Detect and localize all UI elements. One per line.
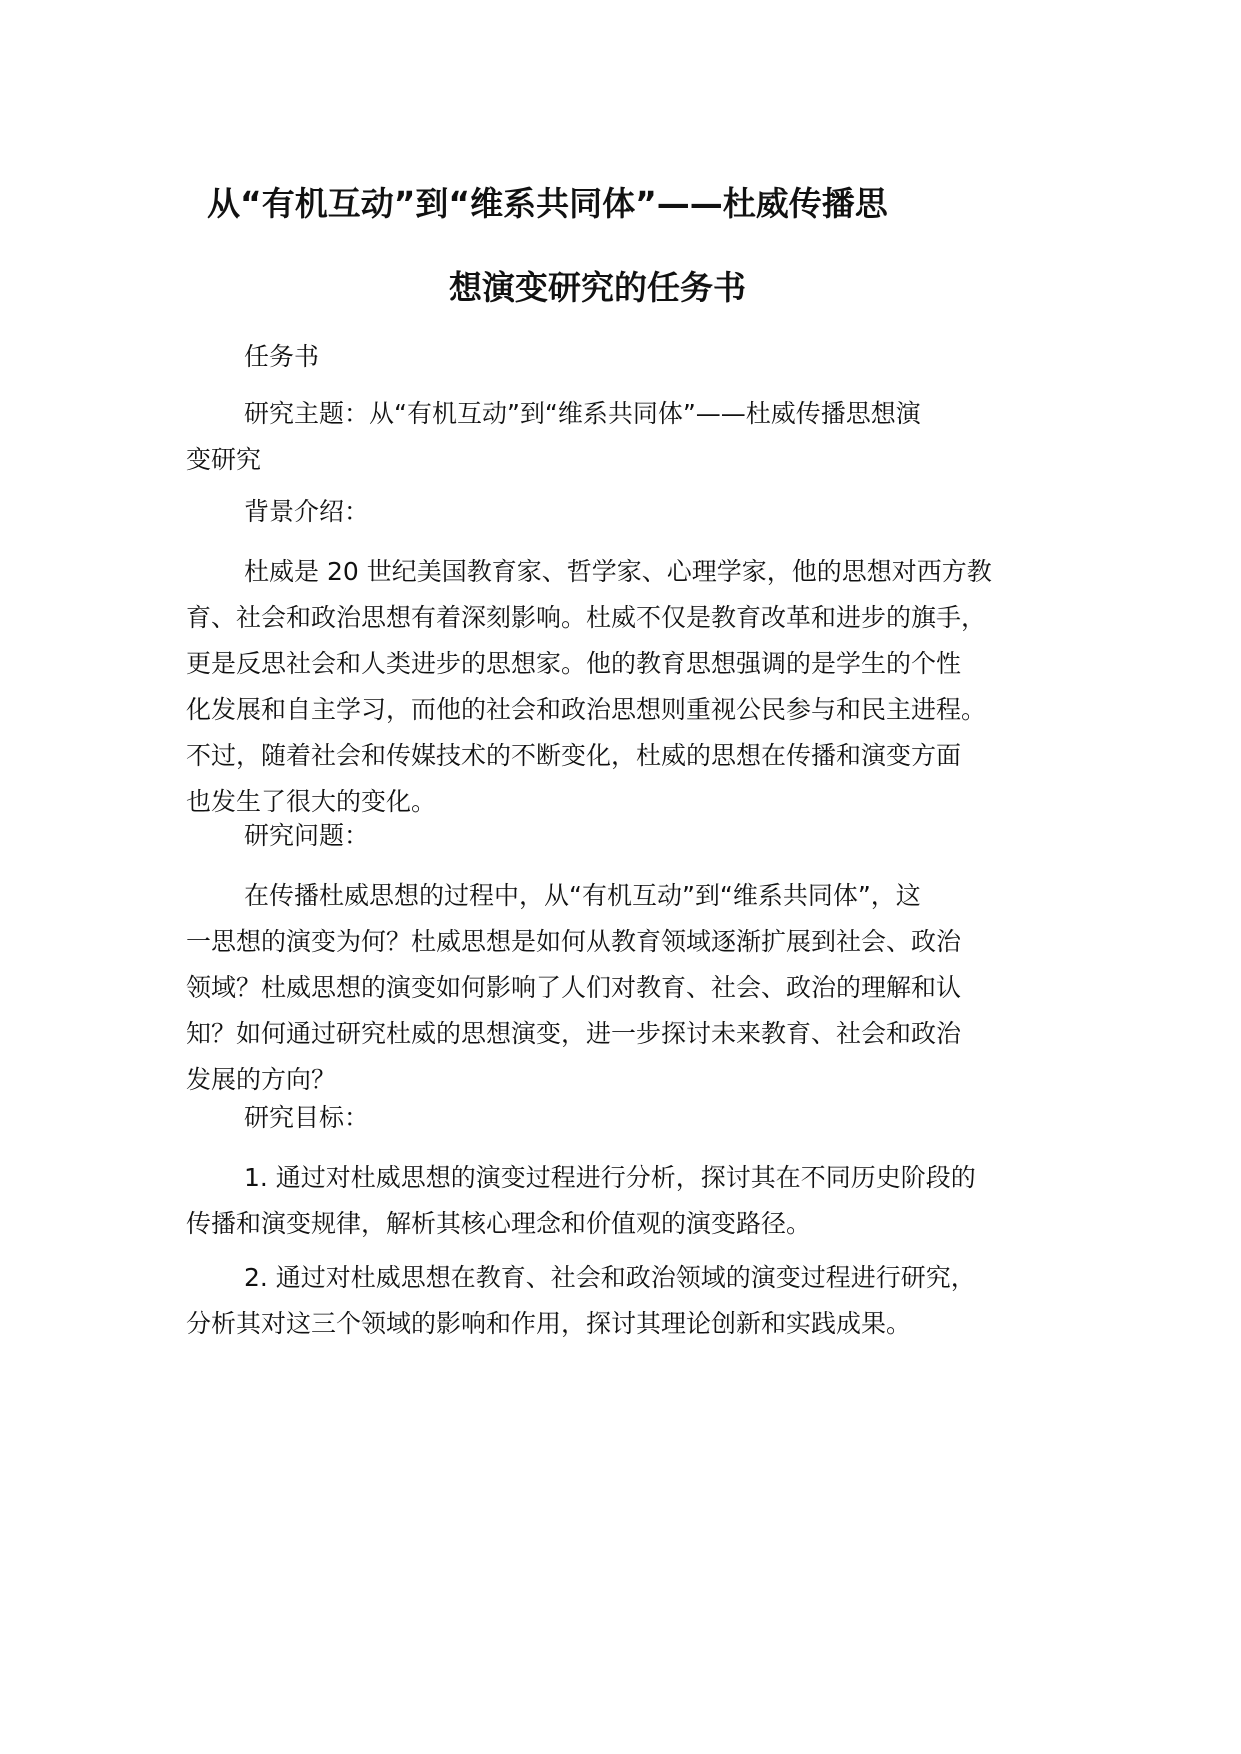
paragraph-line: 传播和演变规律，解析其核心理念和价值观的演变路径。 [186, 1209, 812, 1238]
paragraph-task-label [186, 334, 1066, 380]
paragraph-line: 领域？杜威思想的演变如何影响了人们对教育、社会、政治的理解和认 [186, 973, 962, 1002]
paragraph-line: 也发生了很大的变化。 [186, 787, 437, 816]
heading-research-questions [186, 813, 1066, 859]
paragraph-line: 变研究 [186, 445, 262, 474]
heading-background [186, 489, 1066, 535]
paragraph-goal-2 [186, 1255, 1066, 1347]
document-title-line-1: 从“有机互动”到“维系共同体”——杜威传播思 [207, 184, 888, 223]
paragraph-line: 背景介绍： [244, 497, 370, 526]
paragraph-line: 研究目标： [244, 1103, 370, 1132]
paragraph-line: 分析其对这三个领域的影响和作用，探讨其理论创新和实践成果。 [186, 1309, 912, 1338]
paragraph-line: 2. 通过对杜威思想在教育、社会和政治领域的演变过程进行研究， [244, 1263, 976, 1292]
paragraph-goal-1 [186, 1155, 1066, 1247]
paragraph-research-questions-body [186, 873, 1066, 1103]
document-title-line-2: 想演变研究的任务书 [449, 268, 746, 307]
paragraph-line: 发展的方向？ [186, 1065, 337, 1094]
paragraph-line: 化发展和自主学习，而他的社会和政治思想则重视公民参与和民主进程。 [186, 695, 987, 724]
paragraph-line: 杜威是 20 世纪美国教育家、哲学家、心理学家，他的思想对西方教 [244, 557, 992, 586]
paragraph-line: 1. 通过对杜威思想的演变过程进行分析，探讨其在不同历史阶段的 [244, 1163, 976, 1192]
paragraph-line: 研究主题：从“有机互动”到“维系共同体”——杜威传播思想演 [244, 399, 921, 428]
paragraph-line: 研究问题： [244, 821, 370, 850]
paragraph-line: 更是反思社会和人类进步的思想家。他的教育思想强调的是学生的个性 [186, 649, 962, 678]
paragraph-line: 在传播杜威思想的过程中，从“有机互动”到“维系共同体”，这 [244, 881, 921, 910]
paragraph-line: 知？如何通过研究杜威的思想演变，进一步探讨未来教育、社会和政治 [186, 1019, 962, 1048]
paragraph-background-body [186, 549, 1066, 825]
paragraph-line: 育、社会和政治思想有着深刻影响。杜威不仅是教育改革和进步的旗手， [186, 603, 987, 632]
paragraph-line: 一思想的演变为何？杜威思想是如何从教育领域逐渐扩展到社会、政治 [186, 927, 962, 956]
paragraph-research-topic [186, 391, 1066, 483]
paragraph-line: 任务书 [244, 342, 320, 371]
paragraph-line: 不过，随着社会和传媒技术的不断变化，杜威的思想在传播和演变方面 [186, 741, 962, 770]
heading-research-goals [186, 1095, 1066, 1141]
